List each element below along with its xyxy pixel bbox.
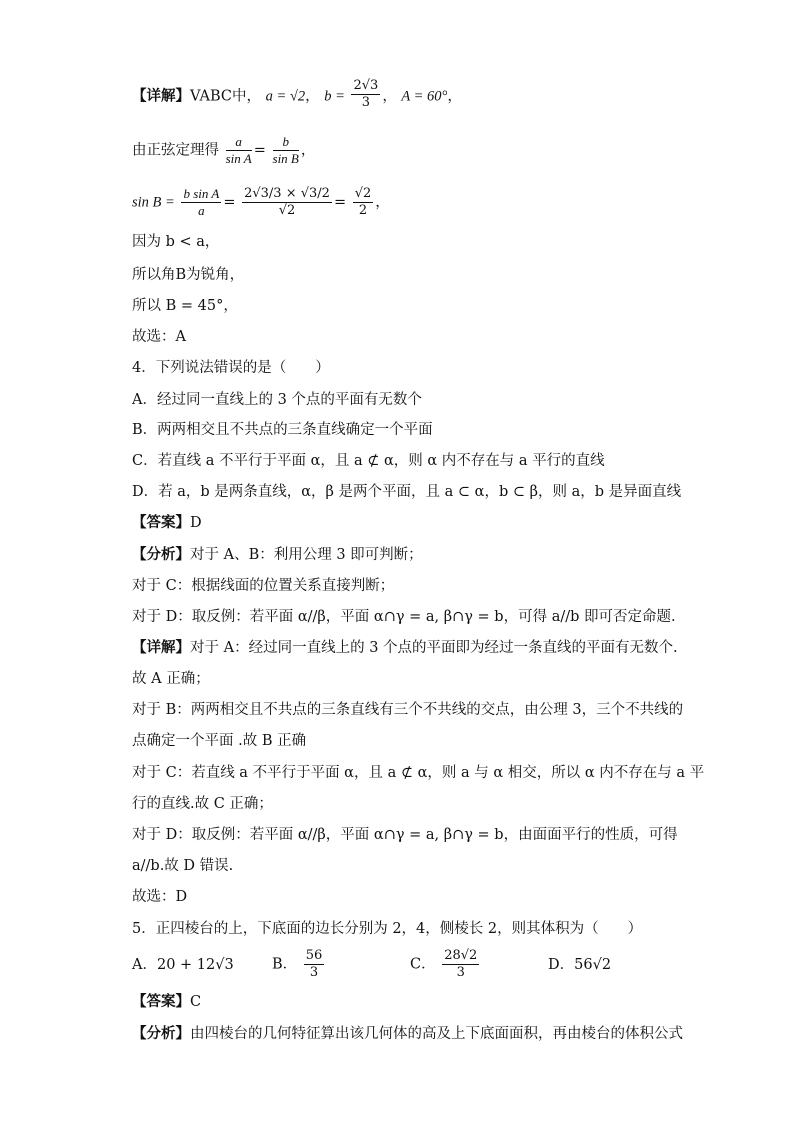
b-fraction-den: 3 (361, 95, 371, 110)
q5-c-den: 3 (456, 965, 465, 980)
q5-c-num: 28√2 (444, 948, 478, 963)
answer-tag: 【答案】 (132, 515, 190, 531)
q5-analysis-text-1: 由四棱台的几何特征算出该几何体的高及上下底面面积，再由棱台的体积公式 (190, 1026, 683, 1042)
q4-detail-4: 点确定一个平面 .故 B 正确 (132, 733, 307, 749)
q4-title: 4．下列说法错误的是（ ） (132, 360, 330, 376)
q4-answer: D (190, 515, 202, 531)
triangle-text: VABC中， (190, 88, 261, 105)
detail-line-2: 由正弦定理得 $\frac{a}{\text{sin A}}$ = $\frac{b}{\text{sin B}}$ ， (132, 134, 316, 166)
detail-line-7: 故选：A (132, 329, 186, 345)
detail-line-4: 因为 b < a， (132, 234, 220, 250)
q5-b-num: 56 (305, 948, 323, 963)
b-fraction-num: 2√3 (353, 78, 379, 93)
b-fraction (351, 78, 380, 111)
sine-law-fraction-2 (273, 134, 299, 167)
q5-option-d: D．56√2 (548, 957, 612, 973)
q4-option-b: B．两两相交且不共点的三条直线确定一个平面 (132, 422, 433, 438)
sinb-fraction (181, 186, 221, 219)
q4-detail-1 (132, 638, 678, 658)
q4-choice: 故选：D (132, 889, 188, 905)
sinb-res-num: √2 (354, 186, 372, 201)
frac1-den: sin A (225, 151, 252, 166)
sine-law-fraction-1 (226, 134, 252, 167)
frac2-den: sin B (272, 151, 299, 166)
q5-option-b-fraction (304, 948, 325, 981)
detail-tag: 【详解】 (132, 88, 190, 105)
q4-option-c: C．若直线 a 不平行于平面 α，且 a ⊄ α，则 α 内不存在与 a 平行的直线 (132, 453, 605, 469)
q4-analysis-2: 对于 C：根据线面的位置关系直接判断； (132, 578, 395, 594)
q5-title: 5．正四棱台的上，下底面的边长分别为 2，4，侧棱长 2，则其体积为（ ） (132, 921, 643, 937)
q4-answer-line (132, 513, 202, 533)
q4-option-a: A．经过同一直线上的 3 个点的平面有无数个 (132, 392, 422, 408)
a-equation: a = √2 (265, 88, 306, 105)
q5-answer-tag: 【答案】 (132, 994, 190, 1010)
q5-option-b-label: B． (272, 956, 298, 973)
q4-detail-8: a//b.故 D 错误. (132, 858, 234, 874)
q5-answer-line (132, 992, 201, 1012)
q5-option-c-label: C． (410, 956, 436, 973)
sinb-result-fraction (353, 186, 374, 219)
q5-option-c (410, 948, 481, 981)
sinb-big-num: 2√3/3 × √3/2 (244, 186, 330, 201)
sinb-lhs: sin B = (132, 194, 175, 211)
q5-answer: C (190, 994, 202, 1010)
sine-law-prefix: 由正弦定理得 (132, 142, 219, 159)
frac2-num: b (273, 134, 299, 151)
q4-detail-5: 对于 C：若直线 a 不平行于平面 α，且 a ⊄ α，则 a 与 α 相交，所以 α 内不存在与 a 平 (132, 765, 705, 781)
sinb-big-fraction (242, 186, 332, 219)
q5-option-a: A．20 + 12√3 (132, 957, 234, 973)
detail-line-1: 【详解】VABC中， a = √2， b = $\frac{2√3}{3}$ ， A = 60°， (132, 78, 462, 110)
q4-analysis-1 (132, 545, 423, 565)
sinb-frac-num: b sin A (183, 186, 220, 201)
q4-detail-7: 对于 D：取反例：若平面 α//β，平面 α∩γ = a, β∩γ = b，由面面平行的性质，可得 (132, 827, 678, 843)
q4-option-d: D．若 a，b 是两条直线，α，β 是两个平面，且 a ⊂ α，b ⊂ β，则 a，b 是异面直线 (132, 484, 682, 500)
q4-detail-3: 对于 B：两两相交且不共点的三条直线有三个不共线的交点，由公理 3，三个不共线的 (132, 702, 684, 718)
q5-analysis-1 (132, 1024, 683, 1044)
q5-analysis-tag: 【分析】 (132, 1026, 190, 1042)
sinb-big-den: √2 (278, 203, 296, 218)
detail-line-3: sin B = $\frac{\text{b sin A}}{a}$ = $\frac{2√3/3 \times √3/2}{√2}$ = $\frac{√2}{2}$ ， (132, 186, 390, 218)
sinb-res-den: 2 (358, 203, 368, 218)
q4-detail-text-1: 对于 A：经过同一直线上的 3 个点的平面即为经过一条直线的平面有无数个. (190, 640, 678, 656)
analysis-tag: 【分析】 (132, 547, 190, 563)
q5-option-c-fraction (442, 948, 479, 981)
q4-analysis-3: 对于 D：取反例：若平面 α//β，平面 α∩γ = a, β∩γ = b，可得 a//b 即可否定命题. (132, 609, 676, 625)
q4-detail-tag: 【详解】 (132, 640, 190, 656)
b-equation-label: b = (324, 88, 345, 105)
sinb-frac-den: a (198, 203, 205, 218)
q5-b-den: 3 (309, 965, 319, 980)
q4-detail-6: 行的直线.故 C 正确； (132, 796, 273, 812)
frac1-num: a (226, 134, 252, 151)
angle-a-equation: A = 60° (401, 88, 448, 105)
detail-line-6: 所以 B = 45°， (132, 298, 238, 314)
q5-option-b (272, 948, 326, 981)
q4-detail-2: 故 A 正确； (132, 671, 210, 687)
q4-analysis-text-1: 对于 A、B：利用公理 3 即可判断； (190, 547, 423, 563)
detail-line-5: 所以角B为锐角， (132, 267, 245, 283)
